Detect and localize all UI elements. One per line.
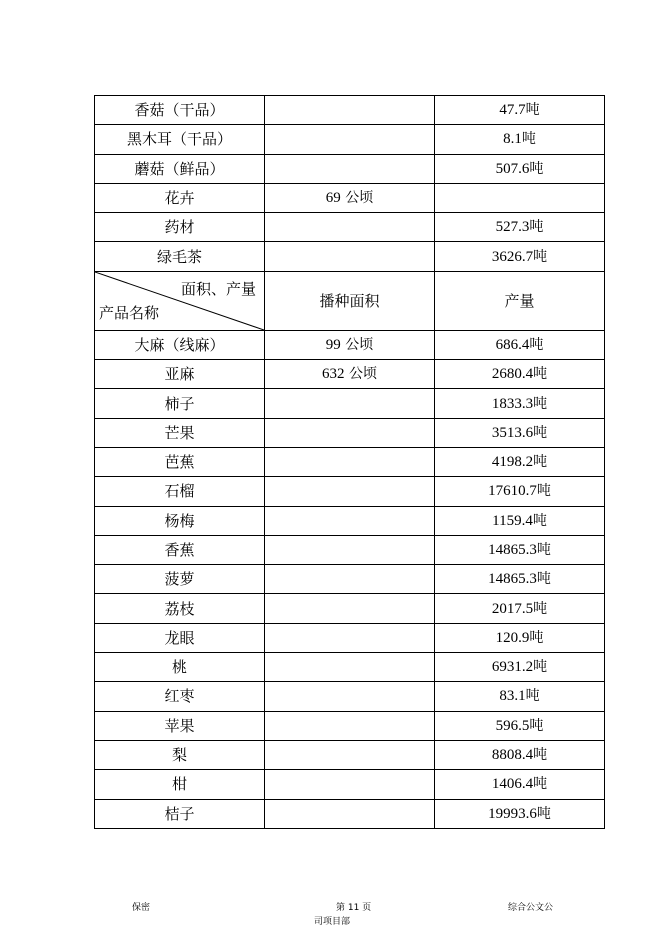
yield-cell bbox=[435, 740, 605, 769]
table-row bbox=[95, 682, 605, 711]
diag-label-product-name: 产品名称 bbox=[99, 303, 160, 322]
sown-area-cell bbox=[265, 360, 435, 389]
table-row bbox=[95, 447, 605, 476]
footer-org: 综合公文公 bbox=[508, 903, 554, 913]
yield-cell bbox=[435, 653, 605, 682]
table-row bbox=[95, 565, 605, 594]
sown-area-cell bbox=[265, 213, 435, 242]
yield-unit: 吨 bbox=[536, 571, 551, 588]
table-row bbox=[95, 183, 605, 212]
yield-cell bbox=[435, 96, 605, 125]
sown-area-cell bbox=[265, 565, 435, 594]
yield-value: 8.1 bbox=[503, 131, 522, 148]
sown-area-value: 69 bbox=[325, 190, 341, 207]
sown-area-cell bbox=[265, 770, 435, 799]
yield-cell bbox=[435, 565, 605, 594]
product-name-cell: 龙眼 bbox=[95, 623, 265, 652]
yield-value: 47.7 bbox=[499, 102, 526, 119]
product-name-cell: 药材 bbox=[95, 213, 265, 242]
sown-area-unit: 公顷 bbox=[340, 190, 374, 207]
yield-cell bbox=[435, 183, 605, 212]
sown-area-cell bbox=[265, 125, 435, 154]
yield-value: 14865.3 bbox=[488, 571, 537, 588]
yield-unit: 吨 bbox=[533, 600, 548, 617]
product-name-cell: 亚麻 bbox=[95, 360, 265, 389]
yield-unit: 吨 bbox=[536, 542, 551, 558]
yield-value: 120.9 bbox=[495, 629, 530, 646]
yield-cell bbox=[435, 242, 605, 271]
sown-area-unit: 公顷 bbox=[344, 366, 377, 383]
yield-unit: 吨 bbox=[529, 219, 544, 236]
table-row bbox=[95, 213, 605, 242]
yield-unit: 吨 bbox=[533, 659, 548, 676]
yield-value: 4198.2 bbox=[491, 454, 534, 471]
diag-label-area-yield: 面积、产量 bbox=[180, 279, 256, 298]
yield-cell bbox=[435, 594, 605, 623]
yield-unit: 吨 bbox=[529, 717, 544, 734]
sown-area-cell bbox=[265, 594, 435, 623]
product-name-cell: 大麻（线麻） bbox=[95, 330, 265, 359]
table-row bbox=[95, 799, 605, 828]
header-yield: 产量 bbox=[435, 271, 605, 330]
table-top-section bbox=[95, 96, 605, 272]
footer-confidential: 保密 bbox=[132, 903, 151, 913]
table-row bbox=[95, 623, 605, 652]
sown-area-cell bbox=[265, 682, 435, 711]
yield-cell bbox=[435, 447, 605, 476]
product-name-cell: 蘑菇（鲜品） bbox=[95, 154, 265, 183]
yield-value: 8808.4 bbox=[491, 747, 534, 764]
production-table bbox=[94, 95, 605, 829]
sown-area-cell bbox=[265, 183, 435, 212]
yield-value: 3626.7 bbox=[491, 248, 534, 265]
yield-value: 17610.7 bbox=[488, 483, 537, 500]
product-name-cell: 石榴 bbox=[95, 477, 265, 506]
yield-value: 1833.3 bbox=[491, 395, 534, 412]
sown-area-cell bbox=[265, 653, 435, 682]
yield-value: 1159.4 bbox=[492, 512, 533, 529]
product-name-cell: 柑 bbox=[95, 770, 265, 799]
yield-unit: 吨 bbox=[529, 336, 544, 353]
yield-unit: 吨 bbox=[533, 424, 548, 441]
product-name-cell: 苹果 bbox=[95, 711, 265, 740]
yield-value: 2680.4 bbox=[491, 366, 534, 383]
yield-cell bbox=[435, 418, 605, 447]
header-sown-area: 播种面积 bbox=[265, 271, 435, 330]
yield-unit: 吨 bbox=[533, 366, 548, 383]
product-name-cell: 香蕉 bbox=[95, 535, 265, 564]
yield-cell bbox=[435, 389, 605, 418]
table-row bbox=[95, 477, 605, 506]
yield-unit: 吨 bbox=[533, 747, 548, 764]
table-row bbox=[95, 154, 605, 183]
yield-cell bbox=[435, 799, 605, 828]
yield-cell bbox=[435, 125, 605, 154]
diagonal-header-cell bbox=[95, 271, 265, 330]
sown-area-value: 632 bbox=[322, 366, 345, 383]
yield-value: 19993.6 bbox=[488, 805, 537, 822]
yield-cell bbox=[435, 770, 605, 799]
yield-value: 507.6 bbox=[495, 160, 530, 177]
yield-value: 3513.6 bbox=[491, 424, 534, 441]
sown-area-cell bbox=[265, 447, 435, 476]
product-name-cell: 杨梅 bbox=[95, 506, 265, 535]
table-row bbox=[95, 96, 605, 125]
product-name-cell: 花卉 bbox=[95, 183, 265, 212]
yield-unit: 吨 bbox=[536, 483, 551, 500]
table-row bbox=[95, 711, 605, 740]
yield-cell bbox=[435, 711, 605, 740]
yield-value: 527.3 bbox=[495, 219, 530, 236]
product-name-cell: 香菇（干品） bbox=[95, 96, 265, 125]
yield-unit: 吨 bbox=[532, 512, 547, 529]
yield-cell bbox=[435, 330, 605, 359]
sown-area-cell bbox=[265, 535, 435, 564]
table-row bbox=[95, 330, 605, 359]
yield-unit: 吨 bbox=[533, 776, 548, 793]
table-row bbox=[95, 535, 605, 564]
table-row bbox=[95, 125, 605, 154]
yield-value: 1406.4 bbox=[491, 776, 534, 793]
yield-unit: 吨 bbox=[533, 395, 548, 412]
table-row bbox=[95, 506, 605, 535]
yield-cell bbox=[435, 477, 605, 506]
yield-cell bbox=[435, 623, 605, 652]
yield-unit: 吨 bbox=[521, 131, 536, 148]
sown-area-cell bbox=[265, 799, 435, 828]
sown-area-value: 99 bbox=[325, 336, 341, 353]
product-name-cell: 梨 bbox=[95, 740, 265, 769]
yield-unit: 吨 bbox=[525, 102, 540, 119]
sown-area-cell bbox=[265, 242, 435, 271]
footer-org-sub: 司项目部 bbox=[314, 917, 351, 927]
table-row bbox=[95, 653, 605, 682]
yield-unit: 吨 bbox=[533, 454, 548, 471]
yield-unit: 吨 bbox=[529, 629, 544, 646]
yield-cell bbox=[435, 213, 605, 242]
yield-value: 14865.3 bbox=[488, 542, 537, 558]
product-name-cell: 桔子 bbox=[95, 799, 265, 828]
yield-value: 686.4 bbox=[495, 336, 530, 353]
yield-unit: 吨 bbox=[533, 248, 548, 265]
sown-area-unit: 公顷 bbox=[340, 336, 374, 353]
table-row bbox=[95, 770, 605, 799]
table-row bbox=[95, 360, 605, 389]
product-name-cell: 芭蕉 bbox=[95, 447, 265, 476]
header-row bbox=[95, 271, 605, 330]
sown-area-cell bbox=[265, 418, 435, 447]
yield-value: 83.1 bbox=[499, 688, 526, 705]
table-row bbox=[95, 418, 605, 447]
product-name-cell: 桃 bbox=[95, 653, 265, 682]
yield-cell bbox=[435, 682, 605, 711]
table-row bbox=[95, 242, 605, 271]
sown-area-cell bbox=[265, 477, 435, 506]
yield-cell bbox=[435, 360, 605, 389]
footer-page-number: 第 11 页 bbox=[336, 903, 372, 913]
yield-cell bbox=[435, 535, 605, 564]
product-name-cell: 菠萝 bbox=[95, 565, 265, 594]
sown-area-cell bbox=[265, 711, 435, 740]
sown-area-cell bbox=[265, 330, 435, 359]
product-name-cell: 绿毛茶 bbox=[95, 242, 265, 271]
sown-area-cell bbox=[265, 154, 435, 183]
yield-value: 2017.5 bbox=[491, 600, 534, 617]
sown-area-cell bbox=[265, 96, 435, 125]
yield-cell bbox=[435, 154, 605, 183]
yield-unit: 吨 bbox=[525, 688, 540, 705]
yield-value: 596.5 bbox=[495, 717, 530, 734]
sown-area-cell bbox=[265, 740, 435, 769]
product-name-cell: 红枣 bbox=[95, 682, 265, 711]
product-name-cell: 黑木耳（干品） bbox=[95, 125, 265, 154]
table-bottom-section bbox=[95, 330, 605, 828]
yield-unit: 吨 bbox=[529, 160, 544, 177]
yield-unit: 吨 bbox=[536, 805, 551, 822]
table-header-section bbox=[95, 271, 605, 330]
sown-area-cell bbox=[265, 623, 435, 652]
table-row bbox=[95, 740, 605, 769]
product-name-cell: 柿子 bbox=[95, 389, 265, 418]
table-row bbox=[95, 389, 605, 418]
product-name-cell: 芒果 bbox=[95, 418, 265, 447]
yield-value: 6931.2 bbox=[491, 659, 534, 676]
yield-cell bbox=[435, 506, 605, 535]
table-row bbox=[95, 594, 605, 623]
sown-area-cell bbox=[265, 506, 435, 535]
sown-area-cell bbox=[265, 389, 435, 418]
product-name-cell: 荔枝 bbox=[95, 594, 265, 623]
